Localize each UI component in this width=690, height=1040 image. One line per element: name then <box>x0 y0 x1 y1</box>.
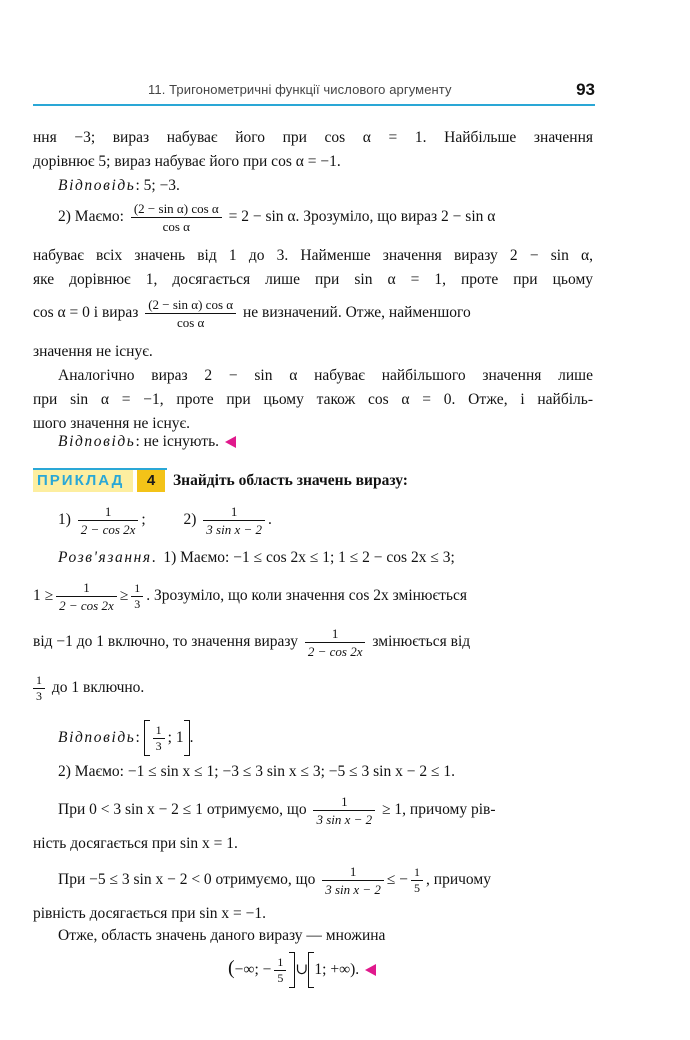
solution-line: Розв'язання. 1) Маємо: −1 ≤ cos 2x ≤ 1; 1 ≤ 2 − cos 2x ≤ 3; <box>58 549 455 566</box>
formula-line <box>33 296 593 331</box>
numerator: (2 − sin α) cos α <box>145 296 236 314</box>
text-line: при sin α = −1, проте при цьому також cos α = 0. Отже, і найбіль- <box>33 391 593 408</box>
task-line: 1) $\frac{1}{2 - \cos 2x}$ ; 2) $\frac{1}{\text{3 sin x − 2}}$ . <box>58 503 272 537</box>
text-line: значення не існує. <box>33 343 153 360</box>
bracket-left <box>144 720 150 756</box>
fraction <box>313 793 375 828</box>
text: змінюється від <box>372 633 471 650</box>
text-line: набуває всіх значень від 1 до 3. Найменше значення виразу 2 − sin α, <box>33 247 593 264</box>
numerator: (2 − sin α) cos α <box>131 200 222 218</box>
denominator: 5 <box>414 880 421 895</box>
text: , причому <box>426 871 491 888</box>
text-line: Отже, область значень даного виразу — множина <box>58 927 386 944</box>
answer-label: Відповідь <box>58 729 136 746</box>
formula-line <box>58 200 593 235</box>
example-task: Знайдіть область значень виразу: <box>173 472 408 489</box>
example-number: 4 <box>137 470 165 492</box>
page-header <box>33 80 595 102</box>
text: від −1 до 1 включно, то значення виразу <box>33 633 298 650</box>
denominator: 2 − cos 2x <box>307 643 363 659</box>
end-of-solution-icon <box>225 436 236 448</box>
denominator: 3 <box>36 688 42 703</box>
denominator: 3 <box>134 596 141 611</box>
numerator: 1 <box>305 625 366 643</box>
text: ≤ − <box>386 871 409 888</box>
text-line: Аналогічно вираз 2 − sin α набуває найбільшого значення лише <box>58 367 593 384</box>
denominator: 3 sin x − 2 <box>206 521 262 537</box>
formula-line <box>33 624 593 660</box>
formula-line <box>58 862 593 898</box>
text-line: ність досягається при sin x = 1. <box>33 835 238 852</box>
fraction <box>33 673 45 704</box>
fraction <box>56 579 117 614</box>
fraction <box>274 955 286 986</box>
text-line: дорівнює 5; вираз набуває його при cos α = −1. <box>33 153 341 170</box>
text: cos α = 0 і вираз <box>33 304 139 322</box>
fraction <box>322 863 384 898</box>
solution-label: Розв'язання <box>58 549 152 566</box>
denominator: 3 sin x − 2 <box>316 811 373 827</box>
denominator: 5 <box>277 970 284 985</box>
text: ; 1 <box>167 729 184 746</box>
bracket-right <box>184 720 190 756</box>
numerator: 1 <box>153 723 165 739</box>
fraction <box>305 625 366 660</box>
denominator: 3 sin x − 2 <box>325 881 381 897</box>
text: ∪ <box>295 961 309 978</box>
formula-line <box>33 578 593 614</box>
text: 1; +∞). <box>314 961 360 978</box>
fraction <box>78 503 139 538</box>
text: −∞; − <box>234 961 272 978</box>
text: ≥ <box>119 587 129 604</box>
numerator: 1 <box>131 581 143 597</box>
numerator: 1 <box>322 863 384 881</box>
text: ≥ 1, причому рів- <box>382 801 496 818</box>
text: до 1 включно. <box>51 679 145 696</box>
denominator: 2 − cos 2x <box>80 521 136 537</box>
text: При −5 ≤ 3 sin x − 2 < 0 отримуємо, що <box>58 871 316 888</box>
denominator: cos α <box>176 315 205 330</box>
text-line: шого значення не існує. <box>33 415 191 432</box>
denominator: cos α <box>162 219 190 234</box>
denominator: 3 <box>155 738 162 753</box>
task-label: 2) <box>183 511 197 528</box>
formula-line: (−∞; − $\frac{1}{5}$ ∪ 1; +∞). <box>228 948 376 990</box>
section-title: 11. Тригонометричні функції числового аргументу <box>148 82 452 97</box>
fraction <box>153 723 165 754</box>
text-line: рівність досягається при sin x = −1. <box>33 905 267 922</box>
task-label: 1) <box>58 511 71 528</box>
denominator: 2 − cos 2x <box>59 597 114 613</box>
answer-value: : не існують. <box>135 433 220 450</box>
answer-line: Відповідь: $\frac{1}{3}$ ; 1 . <box>58 718 193 758</box>
text-line: яке дорівнює 1, досягається лише при sin α = 1, проте при цьому <box>33 271 593 288</box>
fraction <box>131 581 143 612</box>
numerator: 1 <box>203 503 265 521</box>
numerator: 1 <box>33 673 45 689</box>
answer-line <box>58 432 236 452</box>
numerator: 1 <box>56 579 117 597</box>
page-number: 93 <box>576 80 595 99</box>
fraction <box>203 503 265 538</box>
text: 1 ≥ <box>33 587 54 604</box>
answer-label: Відповідь <box>58 177 136 194</box>
text: . Зрозуміло, що коли значення cos 2x змінюється <box>146 587 467 604</box>
numerator: 1 <box>313 793 375 811</box>
fraction <box>145 296 236 331</box>
header-rule <box>33 104 595 106</box>
answer-value: : 5; −3. <box>135 177 180 194</box>
text: = 2 − sin α. Зрозуміло, що вираз 2 − sin α <box>228 208 496 226</box>
text-line: 2) Маємо: −1 ≤ sin x ≤ 1; −3 ≤ 3 sin x ≤ 3; −5 ≤ 3 sin x − 2 ≤ 1. <box>58 763 455 780</box>
end-of-solution-icon <box>365 964 376 976</box>
numerator: 1 <box>411 865 423 881</box>
text-line: ння −3; вираз набуває його при cos α = 1. Найбільше значення <box>33 129 593 146</box>
text: 2) Маємо: <box>58 208 124 226</box>
text: При 0 < 3 sin x − 2 ≤ 1 отримуємо, що <box>58 801 307 818</box>
text: 1) Маємо: −1 ≤ cos 2x ≤ 1; 1 ≤ 2 − cos 2x ≤ 3; <box>163 549 455 566</box>
answer-label: Відповідь <box>58 433 136 450</box>
answer-line <box>58 176 180 196</box>
numerator: 1 <box>78 503 139 521</box>
example-word: ПРИКЛАД <box>33 470 133 492</box>
numerator: 1 <box>274 955 286 971</box>
fraction <box>411 865 423 896</box>
formula-line <box>58 792 593 828</box>
formula-line <box>30 670 144 706</box>
fraction <box>131 200 222 235</box>
text: не визначений. Отже, найменшого <box>242 304 471 322</box>
